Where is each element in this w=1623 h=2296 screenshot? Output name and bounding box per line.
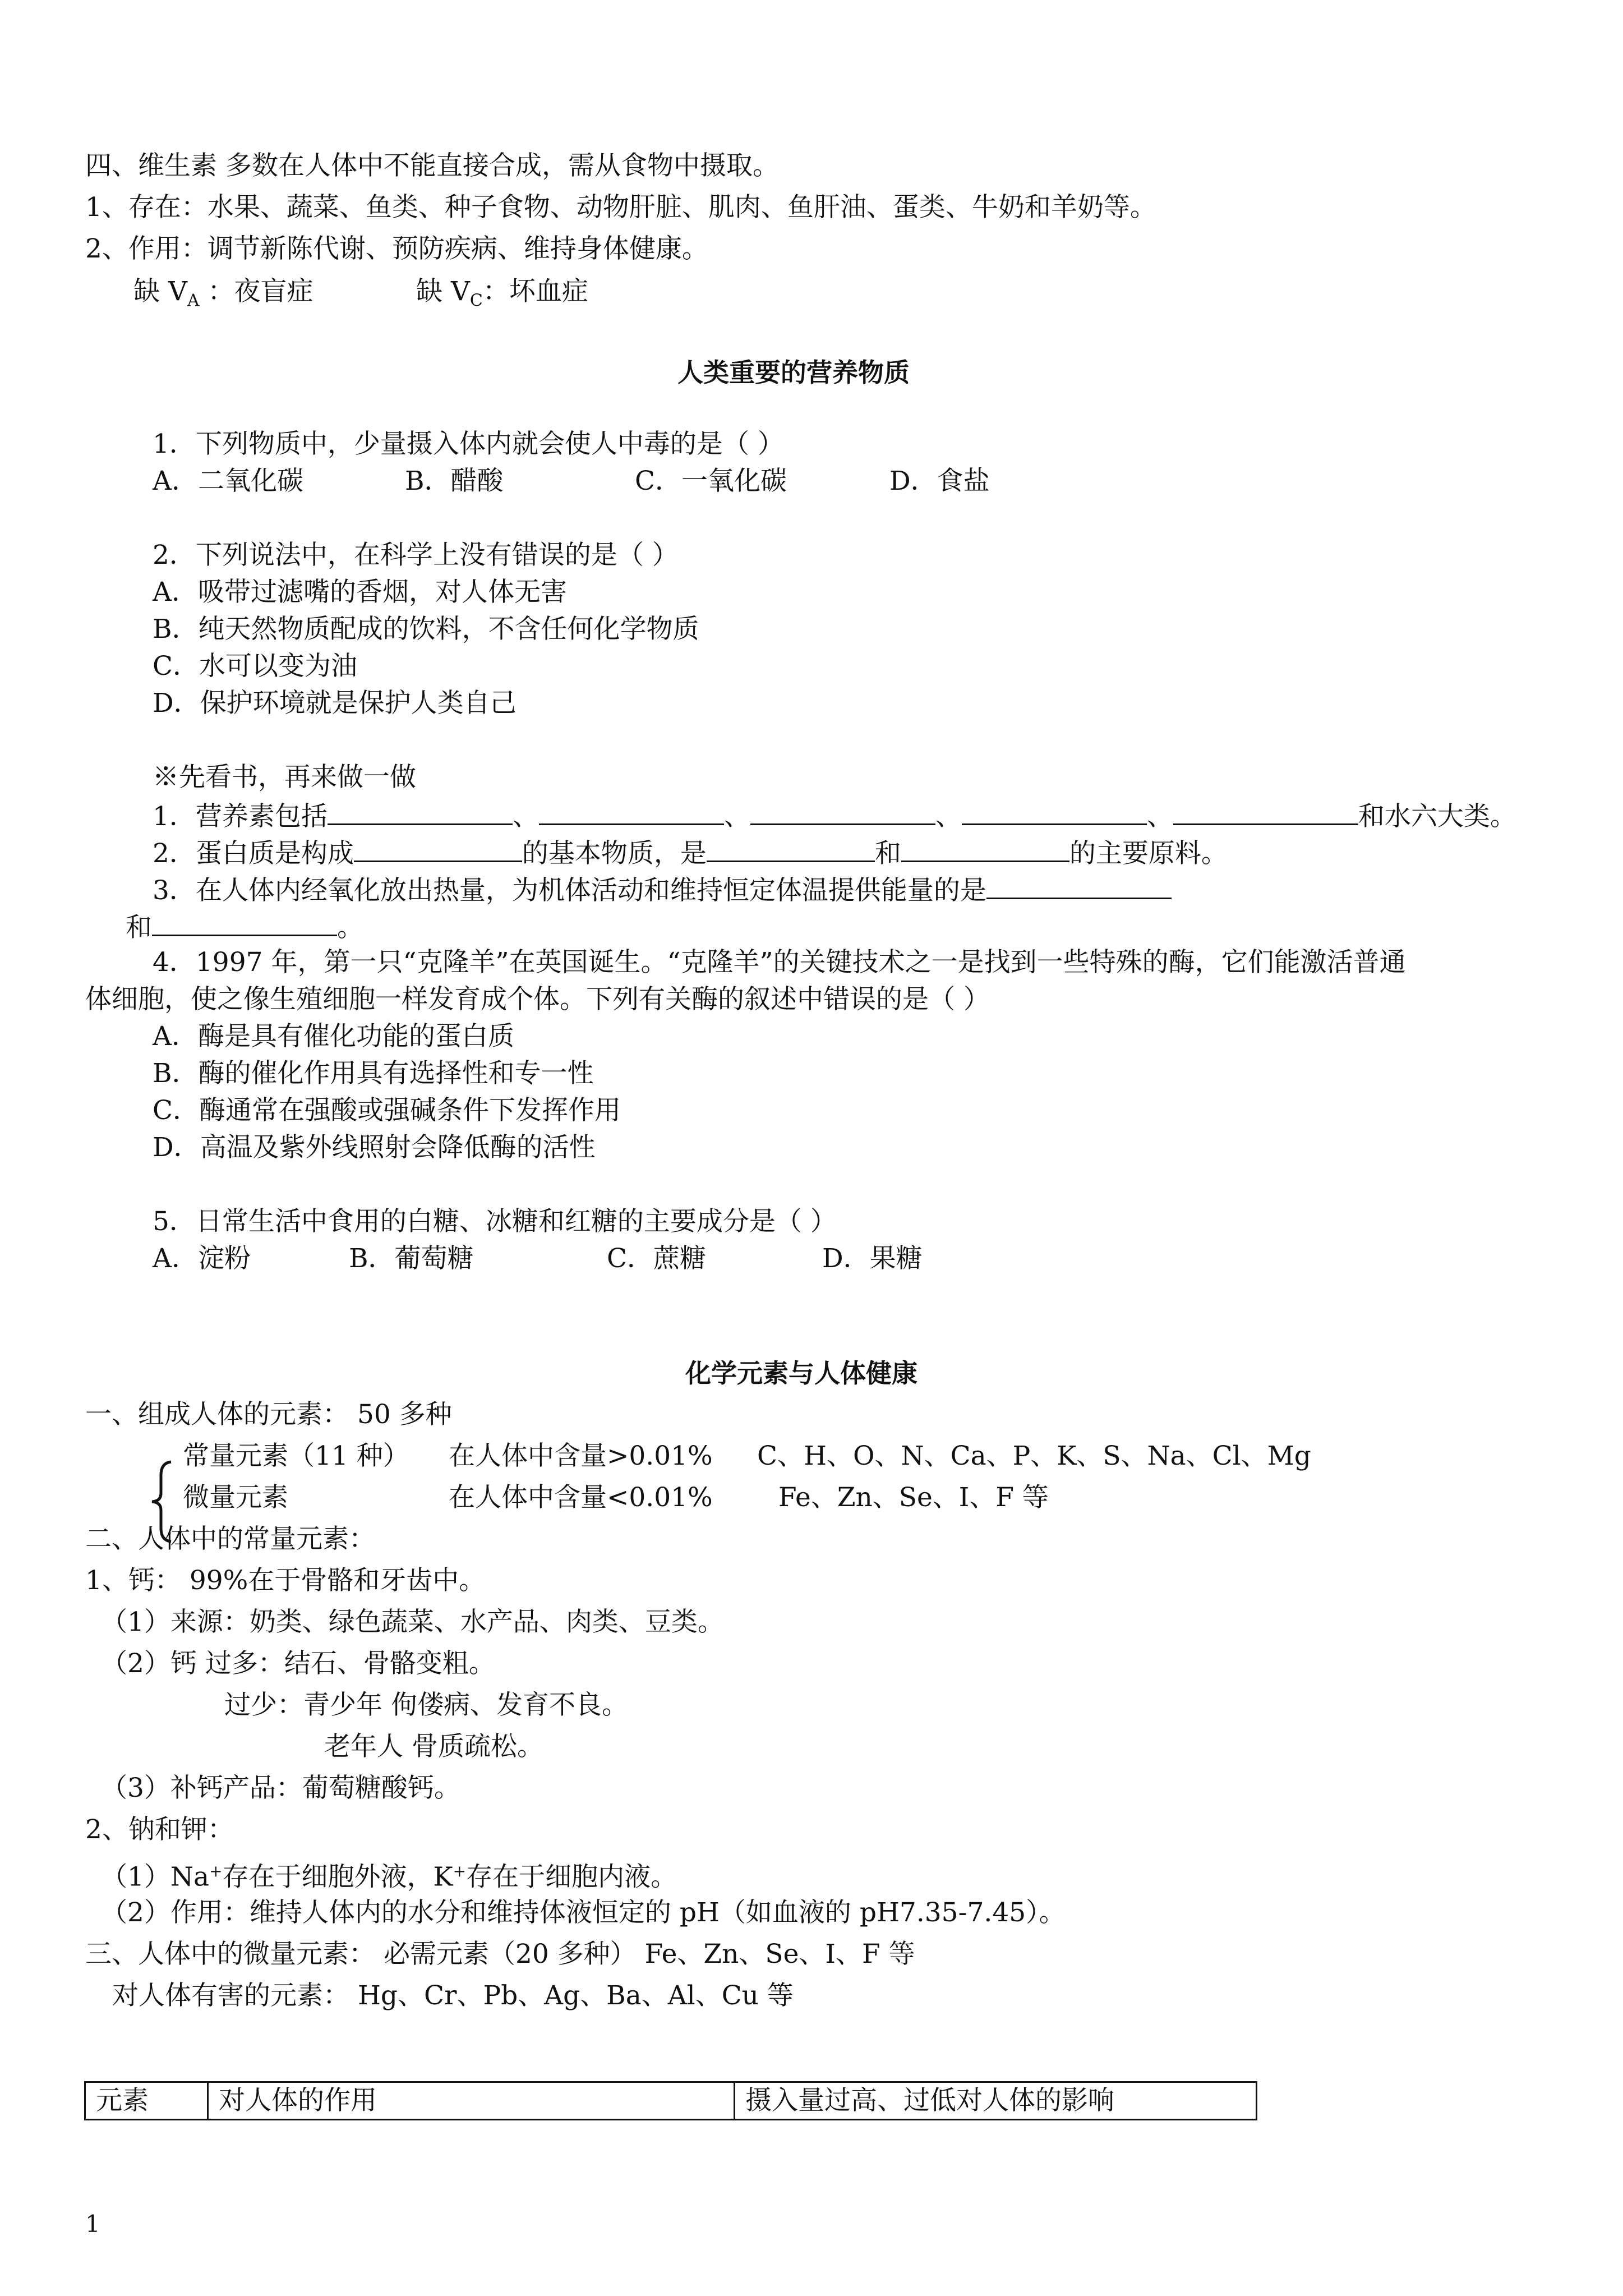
element-table: [84, 2081, 1257, 2120]
q5-option-b: B．葡萄糖: [349, 1243, 474, 1274]
trace-elements-heading: 三、人体中的微量元素： 必需元素（20 多种） Fe、Zn、Se、I、F 等: [85, 1939, 915, 1970]
sodium-potassium-location: （1）Na+存在于细胞外液，K+存在于细胞内液。: [101, 1861, 677, 1893]
harmful-elements: 对人体有害的元素： Hg、Cr、Pb、Ag、Ba、Al、Cu 等: [112, 1980, 794, 2011]
section-heading-elements: 化学元素与人体健康: [685, 1358, 917, 1388]
read-note: ※先看书，再来做一做: [153, 762, 416, 793]
q1-option-c: C．一氧化碳: [635, 466, 787, 496]
table-header-effect: 对人体的作用: [208, 2082, 735, 2120]
micro-element-name: 微量元素: [183, 1482, 288, 1513]
table-header-row: [85, 2082, 1257, 2120]
micro-element-list: Fe、Zn、Se、I、F 等: [778, 1482, 1049, 1513]
question-1: 1．下列物质中，少量摄入体内就会使人中毒的是（ ）: [153, 429, 784, 459]
macro-element-list: C、H、O、N、Ca、P、K、S、Na、Cl、Mg: [757, 1441, 1311, 1471]
q4-option-d: D．高温及紫外线照射会降低酶的活性: [153, 1132, 596, 1163]
q5-option-d: D．果糖: [822, 1243, 923, 1274]
page-number: 1: [85, 2210, 100, 2238]
sodium-potassium-effect: （2）作用：维持人体内的水分和维持体液恒定的 pH（如血液的 pH7.35-7.45）。: [101, 1897, 1066, 1928]
question-4-line2: 体细胞，使之像生殖细胞一样发育成个体。下列有关酶的叙述中错误的是（ ）: [85, 984, 990, 1015]
macro-element-content: 在人体中含量>0.01%: [449, 1441, 713, 1471]
q1-option-d: D．食盐: [889, 466, 990, 496]
macro-elements-heading: 二、人体中的常量元素：: [85, 1524, 375, 1554]
fill-question-3-line1: 3．在人体内经氧化放出热量，为机体活动和维持恒定体温提供能量的是: [153, 873, 1172, 907]
q2-option-b: B．纯天然物质配成的饮料，不含任何化学物质: [153, 614, 699, 645]
calcium-deficiency: 过少：青少年 佝偻病、发育不良。: [224, 1690, 628, 1720]
q2-option-d: D．保护环境就是保护人类自己: [153, 688, 517, 719]
sodium-potassium: 2、钠和钾：: [85, 1814, 234, 1845]
micro-element-content: 在人体中含量<0.01%: [449, 1482, 713, 1513]
table-header-element: 元素: [85, 2082, 208, 2120]
q4-option-c: C．酶通常在强酸或强碱条件下发挥作用: [153, 1095, 621, 1126]
q2-option-a: A．吸带过滤嘴的香烟，对人体无害: [153, 577, 567, 608]
fill-question-1: 1．营养素包括 、 、 、 、 和水六大类。: [153, 799, 1516, 832]
vitamin-lack-c: 缺 $V_C$：坏血症: [416, 276, 588, 311]
q1-option-b: B．醋酸: [405, 466, 504, 496]
q4-option-b: B．酶的催化作用具有选择性和专一性: [153, 1058, 594, 1089]
fill-question-3-line2: 和 。: [126, 910, 363, 944]
calcium-elderly: 老年人 骨质疏松。: [324, 1731, 543, 1762]
question-2: 2．下列说法中，在科学上没有错误的是（ ）: [153, 540, 679, 570]
vitamin-effect: 2、作用：调节新陈代谢、预防疾病、维持身体健康。: [85, 233, 708, 264]
q5-option-a: A．淀粉: [153, 1243, 251, 1274]
fill-question-2: 2．蛋白质是构成 的基本物质，是 和 的主要原料。: [153, 836, 1228, 869]
calcium-product: （3）补钙产品：葡萄糖酸钙。: [101, 1773, 460, 1803]
q4-option-a: A．酶是具有催化功能的蛋白质: [153, 1021, 514, 1052]
vitamin-title: 四、维生素 多数在人体中不能直接合成，需从食物中摄取。: [85, 150, 779, 181]
calcium-source: （1）来源：奶类、绿色蔬菜、水产品、肉类、豆类。: [101, 1607, 724, 1637]
q2-option-c: C．水可以变为油: [153, 651, 357, 682]
question-5: 5．日常生活中食用的白糖、冰糖和红糖的主要成分是（ ）: [153, 1206, 837, 1237]
question-4-line1: 4．1997 年，第一只“克隆羊”在英国诞生。“克隆羊”的关键技术之一是找到一些特殊的酶，它们能激活普通: [153, 947, 1406, 978]
body-elements-line: 一、组成人体的元素： 50 多种: [85, 1399, 452, 1430]
calcium-excess: （2）钙 过多：结石、骨骼变粗。: [101, 1648, 495, 1679]
calcium-line: 1、钙： 99%在于骨骼和牙齿中。: [85, 1565, 486, 1596]
macro-element-name: 常量元素（11 种）: [183, 1441, 409, 1471]
vitamin-exist: 1、存在：水果、蔬菜、鱼类、种子食物、动物肝脏、肌肉、鱼肝油、蛋类、牛奶和羊奶等。: [85, 192, 1156, 223]
vitamin-lack-a: 缺 $V_A$ ：夜盲症: [133, 276, 313, 311]
section-heading-nutrition: 人类重要的营养物质: [677, 357, 910, 388]
q5-option-c: C．蔗糖: [607, 1243, 706, 1274]
q1-option-a: A．二氧化碳: [153, 466, 303, 496]
table-header-intake: 摄入量过高、过低对人体的影响: [735, 2082, 1257, 2120]
